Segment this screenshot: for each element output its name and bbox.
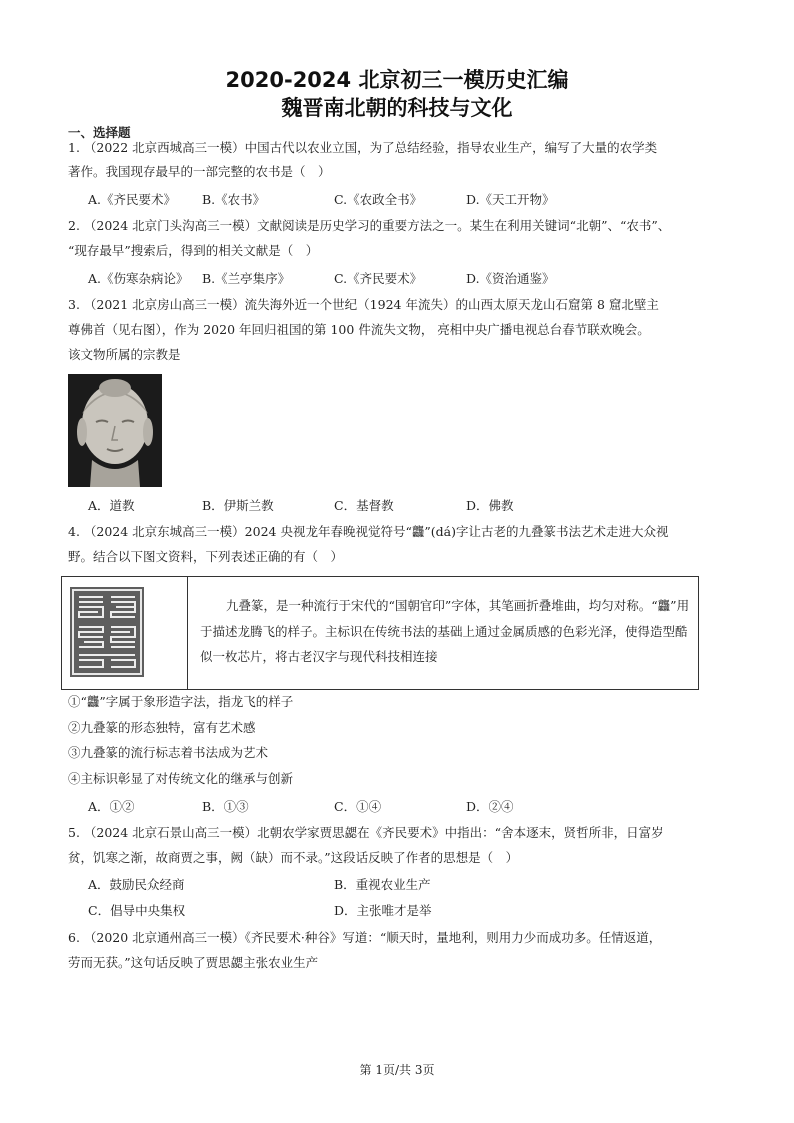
q2-option-a: A.《伤寒杂病论》 [88, 271, 189, 286]
q4-option-d: D．②④ [466, 799, 514, 814]
q5-option-d: D．主张唯才是举 [334, 903, 432, 918]
q1-option-c: C.《农政全书》 [334, 192, 423, 207]
q4-stem-line1: 4. （2024 北京东城高三一模）2024 央视龙年春晚视觉符号“龘”(dá)字让古老的九叠篆书法艺术走进大众视 [68, 524, 669, 539]
q3-option-c: C．基督教 [334, 498, 394, 513]
q5-stem-line2: 贫，饥寒之渐，故商贾之事，阙（缺）而不录。”这段话反映了作者的思想是（ ） [68, 850, 519, 865]
q1-stem-line2: 著作。我国现存最早的一部完整的农书是（ ） [68, 164, 331, 179]
q5-option-a: A．鼓励民众经商 [88, 877, 185, 892]
q4-stem-line2: 野。结合以下图文资料，下列表述正确的有（ ） [68, 549, 344, 564]
q3-stem-line2: 尊佛首（见右图），作为 2020 年回归祖国的第 100 件流失文物， 亮相中央广播电视总台春节联欢晚会。 [68, 322, 650, 337]
q5-stem-line1: 5. （2024 北京石景山高三一模）北朝农学家贾思勰在《齐民要术》中指出：“舍本逐末，贤哲所非，日富岁 [68, 825, 664, 840]
q3-option-d: D．佛教 [466, 498, 514, 513]
q2-option-b: B.《兰亭集序》 [202, 271, 291, 286]
q3-option-b: B．伊斯兰教 [202, 498, 274, 513]
q4-option-c: C．①④ [334, 799, 382, 814]
q4-option-b: B．①③ [202, 799, 249, 814]
q6-stem-line1: 6. （2020 北京通州高三一模）《齐民要术·种谷》写道：“顺天时，量地利，则用力少而成功多。任情返道， [68, 930, 662, 945]
q1-option-b: B.《农书》 [202, 192, 266, 207]
box-text-line1: 九叠篆，是一种流行于宋代的“国朝官印”字体，其笔画折叠堆曲，均匀对称。“龘”用 [226, 598, 690, 613]
q1-stem-line1: 1. （2022 北京西城高三一模）中国古代以农业立国，为了总结经验，指导农业生产，编写了大量的农学类 [68, 140, 658, 155]
material-box [61, 576, 699, 690]
buddha-head-image [68, 374, 162, 487]
q3-option-a: A．道教 [88, 498, 135, 513]
box-divider [187, 577, 188, 689]
q2-stem-line1: 2. （2024 北京门头沟高三一模）文献阅读是历史学习的重要方法之一。某生在利用关键词“北朝”、“农书”、 [68, 218, 671, 233]
q3-stem-line3: 该文物所属的宗教是 [68, 347, 181, 362]
q1-option-d: D.《天工开物》 [466, 192, 555, 207]
q4-statement-1: ①“龘”字属于象形造字法，指龙飞的样子 [68, 694, 294, 709]
q2-stem-line2: “现存最早”搜索后，得到的相关文献是（ ） [68, 243, 319, 258]
box-text-line2: 于描述龙腾飞的样子。主标识在传统书法的基础上通过金属质感的色彩光泽，使得造型酷 [200, 624, 688, 639]
q4-statement-2: ②九叠篆的形态独特，富有艺术感 [68, 720, 256, 735]
q2-option-c: C.《齐民要术》 [334, 271, 423, 286]
box-text-line3: 似一枚芯片，将古老汉字与现代科技相连接 [200, 649, 438, 664]
q4-statement-4: ④主标识彰显了对传统文化的继承与创新 [68, 771, 294, 786]
q4-statement-3: ③九叠篆的流行标志着书法成为艺术 [68, 745, 269, 760]
q4-option-a: A．①② [88, 799, 135, 814]
q5-option-c: C．倡导中央集权 [88, 903, 186, 918]
q2-option-d: D.《资治通鉴》 [466, 271, 555, 286]
seal-script-logo [70, 587, 144, 677]
q3-stem-line1: 3. （2021 北京房山高三一模）流失海外近一个世纪（1924 年流失）的山西太原天龙山石窟第 8 窟北壁主 [68, 297, 659, 312]
document-title: 2020-2024 北京初三一模历史汇编 [225, 68, 569, 92]
section-heading: 一、选择题 [68, 125, 131, 140]
document-subtitle: 魏晋南北朝的科技与文化 [281, 96, 513, 120]
q6-stem-line2: 劳而无获。”这句话反映了贾思勰主张农业生产 [68, 955, 319, 970]
page-footer: 第 1页/共 3页 [359, 1063, 435, 1077]
q1-option-a: A.《齐民要术》 [88, 192, 177, 207]
q5-option-b: B．重视农业生产 [334, 877, 431, 892]
